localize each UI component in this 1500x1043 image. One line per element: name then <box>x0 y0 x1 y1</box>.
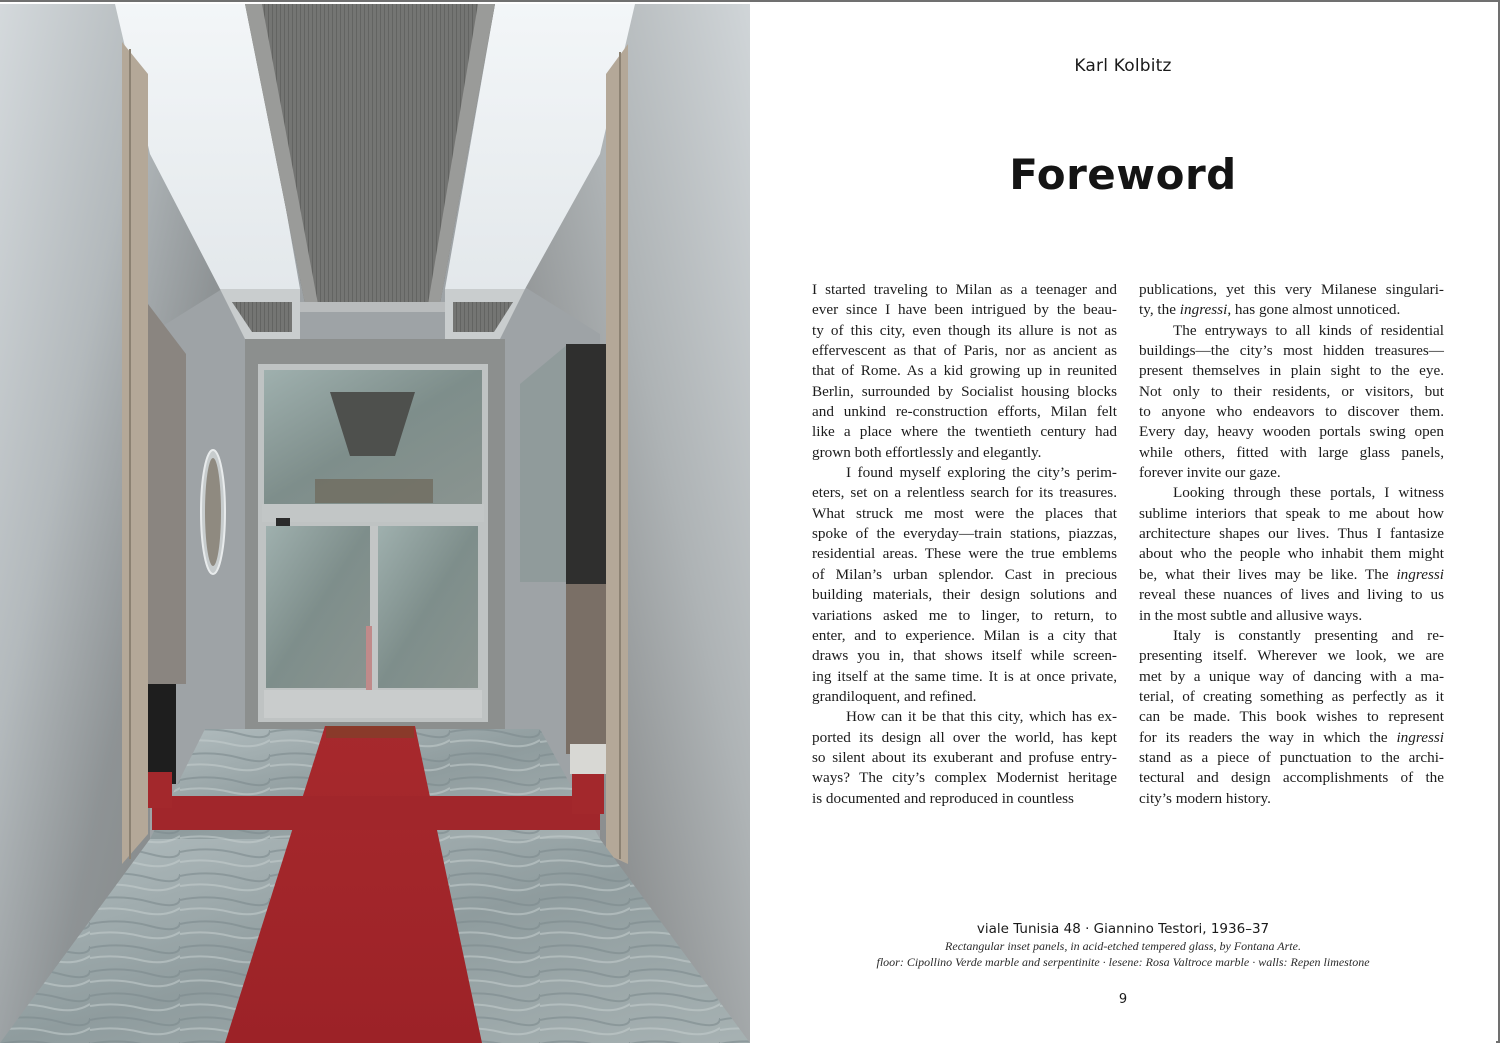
text-line: stand as a piece of punctuation to the archi- <box>1139 748 1444 766</box>
text-line: while others, fitted with large glass panels, <box>1139 443 1444 461</box>
text-line: variations asked me to linger, to return, to <box>812 606 1117 624</box>
text-line: be, what their lives may be like. The ingressi <box>1139 565 1444 583</box>
text-line: grown both effortlessly and elegantly. <box>812 443 1042 461</box>
text-line: in the most subtle and allusive ways. <box>1139 606 1363 624</box>
text-line: Every day, heavy wooden portals swing open <box>1139 423 1444 441</box>
italic-term: ingressi <box>1179 301 1228 319</box>
text-line: The entryways to all kinds of residential <box>1173 321 1444 339</box>
paragraph <box>812 280 1117 463</box>
text-line: present themselves in plain sight to the eye. <box>1139 362 1444 380</box>
text-line: draws you in, that shows itself while screen- <box>812 647 1117 665</box>
text-line: reveal these nuances of lives and living to us <box>1139 586 1444 604</box>
caption-title: viale Tunisia 48 · Giannino Testori, 1936–37 <box>976 921 1270 937</box>
text-line: effervescent as that of Paris, nor as ancient as <box>812 342 1117 360</box>
text-line: met by a unique way of dancing with a ma- <box>1139 667 1444 685</box>
text-line: ways? The city’s complex Modernist heritage <box>812 769 1117 787</box>
text-line: like a place where the twentieth century had <box>812 423 1117 441</box>
text-line: tectural and design accomplishments of the <box>1139 769 1444 787</box>
paragraph <box>1139 626 1444 809</box>
text-line: Not only to their residents, or visitors, but <box>1139 382 1444 400</box>
text-line: grandiloquent, and refined. <box>812 687 977 705</box>
text-line: terial, of creating something as perfectly as it <box>1139 687 1444 705</box>
text-line: and unkind re-construction efforts, Milan felt <box>812 403 1117 421</box>
paragraph <box>812 707 1117 809</box>
text-line: Italy is constantly presenting and re- <box>1173 626 1444 644</box>
text-line: ing itself at the same time. It is at once private, <box>812 667 1117 685</box>
text-line: Looking through these portals, I witness <box>1173 484 1444 502</box>
text-line: architecture shapes our lives. Thus I fantasize <box>1139 525 1444 543</box>
text-line: forever invite our gaze. <box>1139 464 1281 482</box>
text-line: of Milan’s urban splendor. Cast in precious <box>812 565 1117 583</box>
text-line: building materials, their design solutions and <box>812 586 1117 604</box>
text-line: ever since I have been intrigued by the beau- <box>812 301 1117 319</box>
caption-description: Rectangular inset panels, in acid-etched tempered glass, by Fontana Arte. <box>945 939 1301 953</box>
text-line: ty of this city, even though its allure is not as <box>812 321 1117 339</box>
text-line: for its readers the way in which the ingressi <box>1139 728 1444 746</box>
photo-caption <box>750 920 1496 970</box>
caption-materials: floor: Cipollino Verde marble and serpentinite · lesene: Rosa Valtroce marble · walls: Repen limestone <box>876 955 1370 969</box>
paragraph <box>812 463 1117 707</box>
paragraph <box>1139 321 1444 484</box>
text-column-right <box>1139 280 1444 809</box>
text-line: How can it be that this city, which has ex- <box>846 708 1117 726</box>
text-line: I started traveling to Milan as a teenager and <box>812 281 1117 298</box>
paragraph <box>1139 483 1444 625</box>
text-line: so silent about its exuberant and profuse entry- <box>812 748 1117 766</box>
text-line: can be made. This book wishes to represent <box>1139 708 1444 726</box>
text-line: to anyone who endeavors to discover them. <box>1139 403 1444 421</box>
text-line: is documented and reproduced in countless <box>812 789 1074 807</box>
text-line: buildings—the city’s most hidden treasures— <box>1139 342 1444 360</box>
text-line: spoke of the everyday—train stations, piazzas, <box>812 525 1117 543</box>
foreword-page <box>750 4 1496 1043</box>
text-line: city’s modern history. <box>1139 789 1271 807</box>
paragraph <box>1139 280 1444 321</box>
text-line: ty, the ingressi, has gone almost unnoticed. <box>1139 301 1401 319</box>
page-number: 9 <box>1118 992 1128 1007</box>
text-line: Berlin, surrounded by Socialist housing blocks <box>812 382 1117 400</box>
text-line: eters, set on a relentless search for its treasures. <box>812 484 1117 502</box>
text-line: residential areas. These were the true emblems <box>812 545 1117 563</box>
text-line: What struck me most were the places that <box>812 504 1117 522</box>
text-column-left <box>812 280 1117 809</box>
text-line: that of Rome. As a kid growing up in reunited <box>812 362 1117 380</box>
text-line: about who the people who inhabit them might <box>1139 545 1444 563</box>
text-line: sublime interiors that speak to me about how <box>1139 504 1444 522</box>
italic-term: ingressi <box>1396 565 1444 583</box>
text-line: ported its design all over the world, has kept <box>812 728 1117 746</box>
text-line: publications, yet this very Milanese singulari- <box>1139 281 1444 298</box>
italic-term: ingressi <box>1396 728 1444 746</box>
text-line: enter, and to experience. Milan is a city that <box>812 626 1117 644</box>
text-line: presenting itself. Wherever we look, we are <box>1139 647 1444 665</box>
author-name: Karl Kolbitz <box>1074 56 1172 76</box>
page-title: Foreword <box>1009 150 1237 199</box>
text-line: I found myself exploring the city’s perim- <box>846 464 1117 482</box>
corridor-photograph <box>0 4 750 1043</box>
